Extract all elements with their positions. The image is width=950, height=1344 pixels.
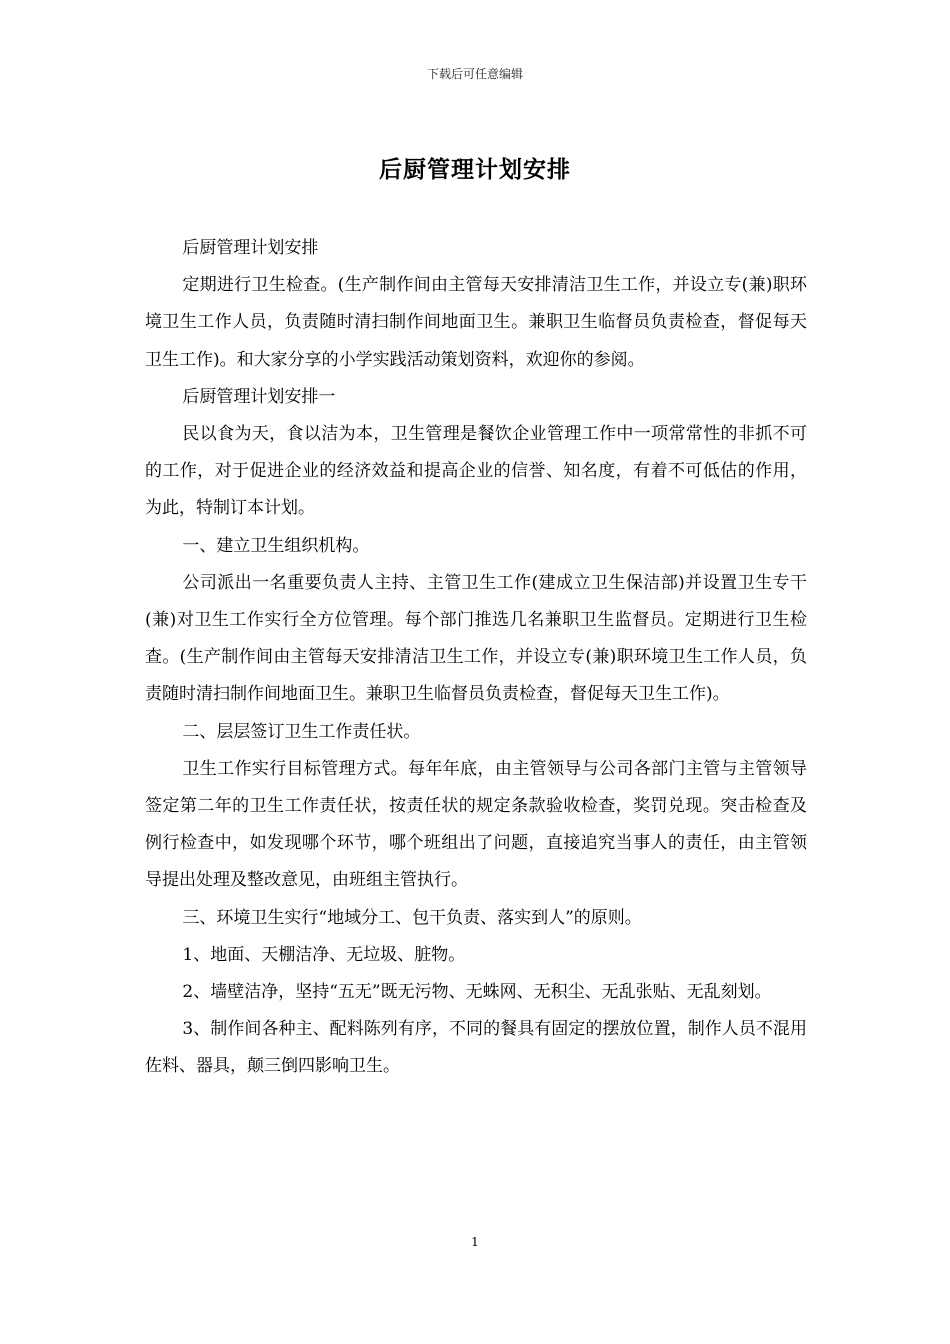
heading-item-2: 二、层层签订卫生工作责任状。 <box>182 721 421 742</box>
heading-item-1: 一、建立卫生组织机构。 <box>182 535 370 556</box>
page-header-note: 下载后可任意编辑 <box>426 67 523 81</box>
document-title: 后厨管理计划安排 <box>379 156 571 183</box>
list-item-2: 2、墙壁洁净，坚持“五无”既无污物、无蛛网、无积尘、无乱张贴、无乱刻划。 <box>182 982 772 1003</box>
paragraph-item-2: 卫生工作实行目标管理方式。每年年底，由主管领导与公司各部门主管与主管领导签定第二年的卫生工作责任状，按责任状的规定条款验收检查，奖罚兑现。突击检查及例行检查中，如发现哪个环节，哪个班组出了问题，直接追究当事人的责任，由主管领导提出处理及整改意见，由班组主管执行。 <box>145 758 807 891</box>
list-item-1: 1、地面、天棚洁净、无垃圾、脏物。 <box>182 944 466 965</box>
heading-item-3: 三、环境卫生实行“地域分工、包干负责、落实到人”的原则。 <box>182 907 642 928</box>
paragraph-intro-heading: 后厨管理计划安排 <box>182 238 319 258</box>
paragraph-intro: 定期进行卫生检查。(生产制作间由主管每天安排清洁卫生工作，并设立专(兼)职环境卫生工作人员，负责随时清扫制作间地面卫生。兼职卫生临督员负责检查，督促每天卫生工作)。和大家分享的小学实践活动策划资料，欢迎你的参阅。 <box>145 275 807 370</box>
paragraph-preface: 民以食为天，食以洁为本，卫生管理是餐饮企业管理工作中一项常常性的非抓不可的工作，对于促进企业的经济效益和提高企业的信誉、知名度，有着不可低估的作用，为此，特制订本计划。 <box>145 424 807 519</box>
document-body <box>145 230 807 1086</box>
list-item-3: 3、制作间各种主、配料陈列有序，不同的餐具有固定的摆放位置，制作人员不混用佐料、器具，颠三倒四影响卫生。 <box>145 1019 807 1077</box>
paragraph-section-heading: 后厨管理计划安排一 <box>182 386 336 407</box>
page-number: 1 <box>471 1235 479 1249</box>
paragraph-item-1: 公司派出一名重要负责人主持、主管卫生工作(建成立卫生保洁部)并设置卫生专干(兼)对卫生工作实行全方位管理。每个部门推选几名兼职卫生监督员。定期进行卫生检查。(生产制作间由主管每天安排清洁卫生工作，并设立专(兼)职环境卫生工作人员，负责随时清扫制作间地面卫生。兼职卫生临督员负责检查，督促每天卫生工作)。 <box>145 572 807 705</box>
